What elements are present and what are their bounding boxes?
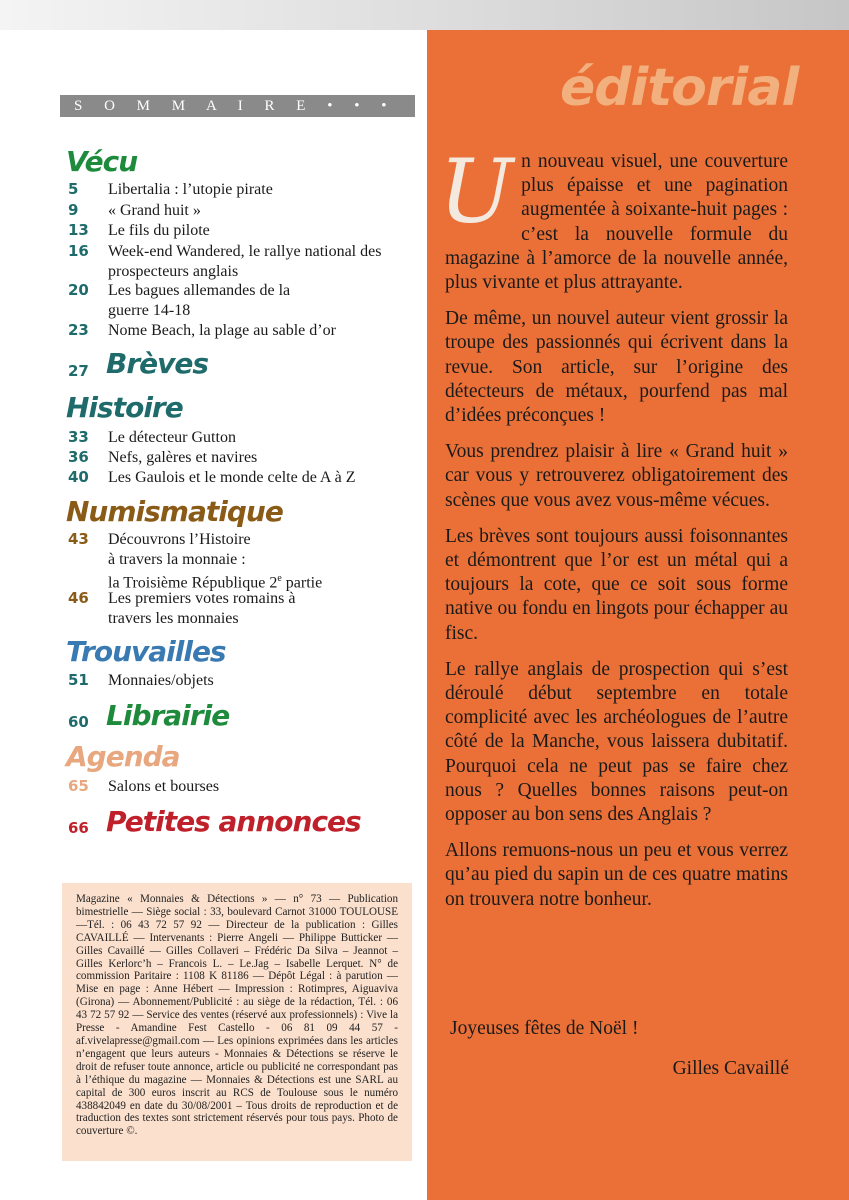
toc-item[interactable] (68, 428, 413, 448)
section-trouvailles-title: Trouvailles (66, 635, 226, 668)
toc-item[interactable] (68, 530, 413, 593)
toc-item-text: Libertalia : l’utopie pirate (108, 181, 273, 198)
toc-item-text: Les bagues allemandes de la guerre 14-18 (108, 282, 291, 319)
toc-item-text: « Grand huit » (108, 202, 201, 219)
section-agenda-title: Agenda (66, 740, 180, 773)
editorial-paragraph: De même, un nouvel auteur vient grossir la troupe des passionnés qui écrivent dans la revue. Son article, sur l’origine des détecteurs de métaux, pourfend pas mal d’idées préconçues ! (445, 308, 788, 427)
page-number: 16 (68, 242, 89, 260)
editorial-title: éditorial (560, 58, 799, 118)
page-number: 40 (68, 468, 89, 486)
editorial-paragraph: Le rallye anglais de prospection qui s’est déroulé début septembre en totale complicité avec les archéologues de l’autre côté de la Manche, vous laissera dubitatif. Pourquoi cela ne peut pas se faire chez nous ? Quelles bonnes raisons peut-on opposer au bon sens des Anglais ? (445, 658, 788, 826)
toc-item-text: Les premiers votes romains à travers les monnaies (108, 590, 296, 627)
toc-item[interactable] (68, 777, 413, 797)
section-petites-annonces-title[interactable]: Petites annonces (106, 805, 361, 838)
page-number: 46 (68, 589, 89, 607)
sommaire-header: S O M M A I R E • • • • • • • (60, 95, 415, 117)
toc-item[interactable] (68, 180, 413, 200)
section-librairie-title[interactable]: Librairie (106, 699, 230, 732)
page-number: 13 (68, 221, 89, 239)
toc-item[interactable] (68, 671, 413, 691)
petites-annonces-page-number: 66 (68, 819, 89, 837)
editorial-body (439, 140, 788, 924)
credits-box: Magazine « Monnaies & Détections » — n° 73 — Publication bimestrielle — Siège social : 33, boulevard Carnot 31000 TOULOUSE —Tél. : 06 43 72 57 92 — Directeur de la publication : Gilles CAVAILLÉ — Intervenants : Pierre Angeli — Philippe Butticker — Gilles Cavaillé — Gilles Collaveri – Frédéric Da Silva – Jeannot – Gilles Kerlorc’h – Francois L. – Le.Jag – Isabelle Lerquet. N° de commission Paritaire : 1108 K 81186 — Dépôt Légal : à parution — Mise en page : Anne Hébert — Impression : Rotimpres, Aiguaviva (Girona) — Abonnement/Publicité : au siège de la rédaction, Tél. : 06 43 72 57 92 — Service des ventes (réservé aux professionnels) : Vive la Presse - Amandine Fest Castello - 06 81 09 44 57 - af.vivelapresse@gmail.com — Les opinions exprimées dans les articles n’engagent que leurs auteurs - Monnaies & Détections se réserve le droit de refuser toute annonce, article ou publicité ne correspondant pas à l’éthique du magazine — Monnaies & Détections est une SARL au capital de 300 euros inscrit au RCS de Toulouse sous le numéro 438842049 en date du 30/08/2001 – Tous droits de reproduction et de traduction des textes sont strictement réservés pour tous pays. Photo de couverture ©. (62, 883, 412, 1161)
toc-item[interactable] (68, 468, 413, 488)
section-numismatique-title: Numismatique (66, 495, 283, 528)
toc-item-text: Monnaies/objets (108, 672, 214, 689)
toc-item-text: Salons et bourses (108, 778, 220, 795)
page-number: 51 (68, 671, 89, 689)
toc-item-line-text: la Troisième République 2 (108, 574, 278, 592)
editorial-paragraph: Vous prendrez plaisir à lire « Grand huit » car vous y retrouverez obligatoirement des scènes que vous avez vous-même vécues. (445, 441, 788, 511)
editorial-paragraph (439, 140, 788, 295)
toc-item[interactable] (68, 448, 413, 468)
editorial-paragraph-text: n nouveau visuel, une couverture plus épaisse et une pagination augmentée à soixante-huit pages : c’est la nouvelle formule du magazine à l’amorce de la nouvelle année, plus vivante et plus attrayante. (445, 151, 788, 294)
page-number: 65 (68, 777, 89, 795)
page-number: 5 (68, 180, 79, 198)
toc-item-line-text: partie (281, 574, 323, 592)
toc-item-text: Les Gaulois et le monde celte de A à Z (108, 469, 356, 486)
toc-item-text: Le détecteur Gutton (108, 429, 236, 446)
toc-item-line: Découvrons l’Histoire (108, 531, 251, 548)
section-vecu-title: Vécu (66, 145, 138, 178)
drop-cap: U (439, 140, 514, 243)
page-number: 36 (68, 448, 89, 466)
page-number: 9 (68, 201, 79, 219)
section-histoire-title: Histoire (66, 391, 183, 424)
superscript: e (277, 573, 282, 584)
toc-item[interactable] (68, 201, 413, 221)
section-breves-title[interactable]: Brèves (106, 347, 209, 380)
breves-page-number: 27 (68, 362, 89, 380)
page-number: 33 (68, 428, 89, 446)
signature: Gilles Cavaillé (672, 1058, 789, 1079)
toc-item-text: Week-end Wandered, le rallye national des prospecteurs anglais (108, 243, 382, 280)
toc-item[interactable] (68, 281, 413, 320)
toc-item-line: à travers la monnaie : (108, 550, 246, 568)
top-gradient-bar (0, 0, 849, 30)
toc-item[interactable] (68, 589, 413, 628)
editorial-paragraph: Les brèves sont toujours aussi foisonnantes et démontrent que l’or est un métal qui a toujours la cote, que ce soit sous forme native ou fondu en lingots pour échapper au fisc. (445, 525, 788, 644)
page-number: 20 (68, 281, 89, 299)
editorial-paragraph: Allons remuons-nous un peu et vous verrez qu’au pied du sapin un de ces quatre matins on trouvera notre bonheur. (445, 840, 788, 910)
page-number: 23 (68, 321, 89, 339)
toc-item[interactable] (68, 321, 413, 341)
toc-item-text: Le fils du pilote (108, 222, 210, 239)
toc-item-text: Nefs, galères et navires (108, 449, 258, 466)
toc-item[interactable] (68, 221, 413, 241)
page-number: 43 (68, 530, 89, 548)
greeting: Joyeuses fêtes de Noël ! (450, 1018, 639, 1039)
toc-item-text: Nome Beach, la plage au sable d’or (108, 322, 336, 339)
toc-item[interactable] (68, 242, 413, 281)
librairie-page-number: 60 (68, 713, 89, 731)
